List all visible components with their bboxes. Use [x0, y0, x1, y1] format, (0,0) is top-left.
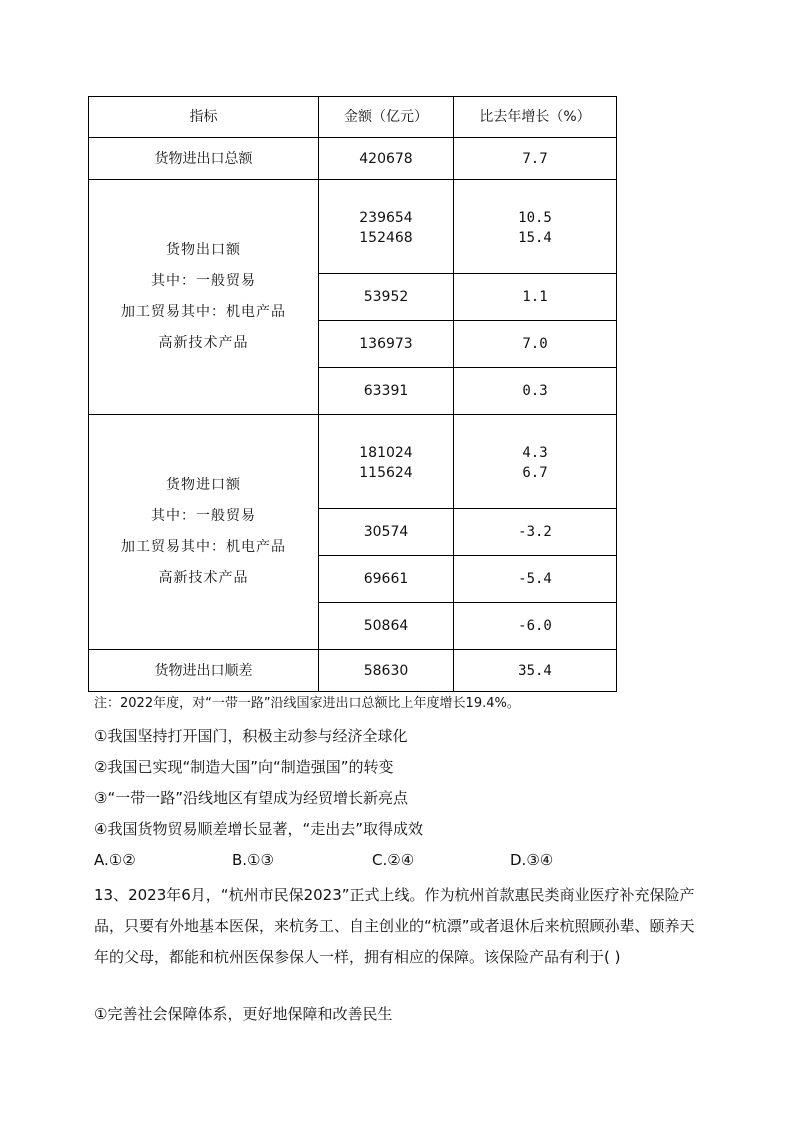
export-amount: 239654: [359, 209, 413, 226]
total-growth: 7.7: [454, 138, 617, 180]
surplus-growth: 35.4: [454, 650, 617, 692]
import-amount: 115624: [359, 464, 413, 481]
total-amount: 420678: [319, 138, 454, 180]
table-header-row: [89, 97, 617, 138]
export-label-line: 加工贸易其中：机电产品: [121, 304, 286, 320]
statement-option: ④我国货物贸易顺差增长显著，“走出去”取得成效: [94, 820, 423, 838]
export-label-line: 高新技术产品: [158, 335, 249, 351]
export-group-label: [89, 180, 319, 415]
import-amount: 69661: [319, 556, 454, 603]
choice-a: A.①②: [94, 851, 136, 869]
statement-option: ①我国坚持打开国门，积极主动参与经济全球化: [94, 727, 408, 745]
header-growth: 比去年增长（%）: [454, 97, 617, 138]
import-growth: 6.7: [522, 464, 548, 481]
import-growth: 4.3: [522, 444, 548, 461]
export-amount: 136973: [319, 321, 454, 368]
answer-choices: [94, 850, 714, 870]
export-amount: 63391: [319, 368, 454, 415]
import-amount: 50864: [319, 603, 454, 650]
table-note: 注：2022年度，对“一带一路”沿线国家进出口总额比上年度增长19.4%。: [94, 696, 520, 711]
header-indicator: 指标: [89, 97, 319, 138]
export-label-line: 其中：一般贸易: [151, 273, 256, 289]
export-growth: 7.0: [454, 321, 617, 368]
import-growth: -3.2: [454, 509, 617, 556]
table-row-export-1: [89, 180, 617, 274]
export-label-line: 货物出口额: [166, 242, 241, 258]
table-row-total: [89, 138, 617, 180]
table-row-surplus: [89, 650, 617, 692]
header-amount: 金额（亿元）: [319, 97, 454, 138]
statement-option: ②我国已实现“制造大国”向“制造强国”的转变: [94, 758, 394, 776]
export-growth: 1.1: [454, 274, 617, 321]
export-amount: 53952: [319, 274, 454, 321]
import-growth-cell: [454, 415, 617, 509]
choice-d: D.③④: [510, 851, 554, 869]
table-row-import-1: [89, 415, 617, 509]
choice-b: B.①③: [232, 851, 274, 869]
export-amount-cell: [319, 180, 454, 274]
import-label-line: 加工贸易其中：机电产品: [121, 539, 286, 555]
import-label-line: 高新技术产品: [158, 570, 249, 586]
import-group-label: [89, 415, 319, 650]
question-13-option-1: ①完善社会保障体系，更好地保障和改善民生: [94, 1005, 393, 1023]
export-growth: 15.4: [518, 229, 552, 246]
import-label-line: 货物进口额: [166, 477, 241, 493]
export-growth: 0.3: [454, 368, 617, 415]
import-amount: 181024: [359, 444, 413, 461]
export-amount: 152468: [359, 229, 413, 246]
export-growth: 10.5: [518, 209, 552, 226]
import-amount: 30574: [319, 509, 454, 556]
statement-option: ③“一带一路”沿线地区有望成为经贸增长新亮点: [94, 789, 408, 807]
surplus-amount: 58630: [319, 650, 454, 692]
export-growth-cell: [454, 180, 617, 274]
surplus-label: 货物进出口顺差: [89, 650, 319, 692]
question-13-stem: 13、2023年6月，“杭州市民保2023”正式上线。作为杭州首款惠民类商业医疗补充保险产品，只要有外地基本医保，来杭务工、自主创业的“杭漂”或者退休后来杭照顾孙辈、颐养天年的父母，都能和杭州医保参保人一样，拥有相应的保障。该保险产品有利于( ): [94, 886, 695, 966]
trade-data-table: [88, 96, 617, 692]
import-label-line: 其中：一般贸易: [151, 508, 256, 524]
choice-c: C.②④: [372, 851, 415, 869]
total-label: 货物进出口总额: [89, 138, 319, 180]
import-amount-cell: [319, 415, 454, 509]
import-growth: -5.4: [454, 556, 617, 603]
import-growth: -6.0: [454, 603, 617, 650]
